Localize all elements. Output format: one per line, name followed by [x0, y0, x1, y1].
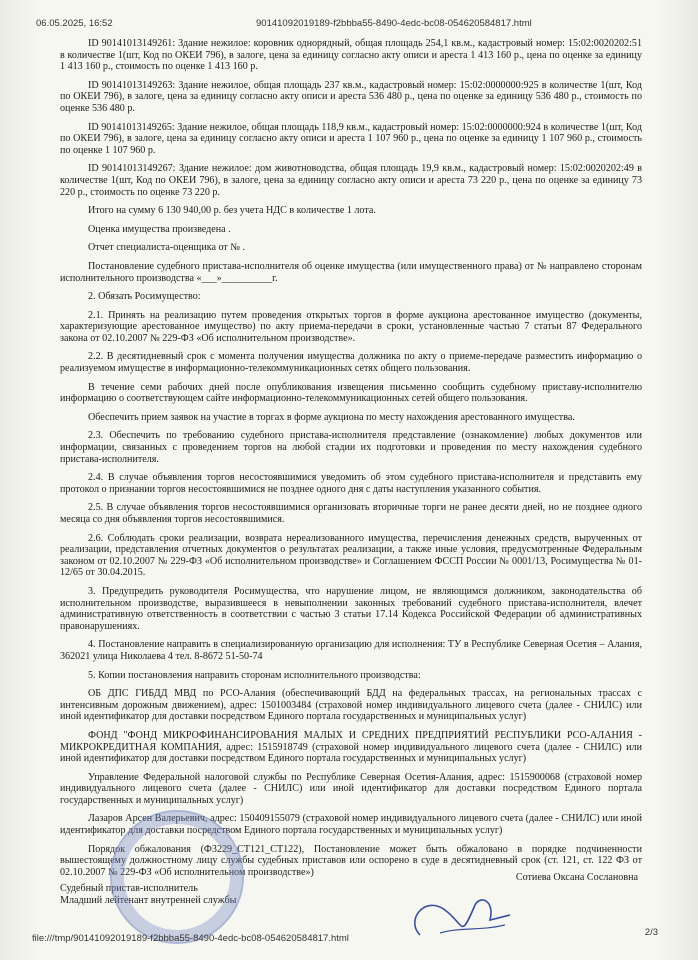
print-url: file:///tmp/90141092019189-f2bbba55-8490-4edc-bc08-054620584817.html — [32, 933, 349, 944]
paragraph-recipient-debtor: Лазаров Арсен Валерьевич, адрес: 150409155079 (страховой номер индивидуального лицевого счета (далее - СНИЛС) или иной идентификатор для доставки посредством Единого портала государственных и муниципальных услуг) — [60, 813, 642, 837]
paragraph-clause-2: 2. Обязать Росимущество: — [88, 291, 201, 303]
official-stamp — [110, 810, 244, 944]
paragraph-resolution: Постановление судебного пристава-исполнителя об оценке имущества (или имущественного права) от № направлено сторонам исполнительного производства «___»__________г. — [60, 260, 642, 284]
paragraph-item-1: ID 90141013149261: Здание нежилое: коровник однорядный, общая площадь 254,1 кв.м., кадастровый номер: 15:02:0020202:51 в количестве 1(шт, Код по ОКЕИ 796), в залоге, цена за единицу согласно акту описи и ареста 1 413 160 р., цена по оценке за единицу 1 413 160 р., стоимость по оценке 1 413 160 р. — [60, 38, 642, 73]
paragraph-item-3: ID 90141013149265: Здание нежилое, общая площадь 118,9 кв.м., кадастровый номер: 15:02:0000000:924 в количестве 1(шт, Код по ОКЕИ 796), в залоге, цена за единицу согласно акту описи и ареста 1 107 960 р., цена по оценке за единицу 1 107 960 р., стоимость по оценке 1 107 960 р. — [60, 121, 642, 156]
page-number: 2/3 — [644, 927, 658, 938]
paragraph-item-2: ID 90141013149263: Здание нежилое, общая площадь 237 кв.м., кадастровый номер: 15:02:0000000:925 в количестве 1(шт, Код по ОКЕИ 796), в залоге, цена за единицу согласно акту описи и ареста 536 480 р., цена по оценке за единицу 536 480 р., стоимость по оценке 536 480 р. — [60, 79, 642, 114]
paragraph-clause-2-6: 2.6. Соблюдать сроки реализации, возврата нереализованного имущества, перечисления денежных средств, вырученных от реализации, представления отчетных документов о результатах реализации, а также иные условия, предусмотренные Федеральным законом от 02.10.2007 № 229-ФЗ «Об исполнительном производстве» и Соглашением ФССП России № 0001/13, Росимущества № 01-12/65 от 30.04.2015. — [60, 532, 642, 579]
paragraph-clause-2-5: 2.5. В случае объявления торгов несостоявшимися организовать вторичные торги не ранее десяти дней, но не позднее одного месяца со дня объявления торгов несостоявшимися. — [60, 502, 642, 525]
handwritten-signature — [400, 885, 520, 945]
paragraph-item-4: ID 90141013149267: Здание нежилое: дом животноводства, общая площадь 19,9 кв.м., кадастровый номер: 15:02:0020202:49 в количестве 1(шт, Код по ОКЕИ 796), в залоге, цена за единицу согласно акту описи и ареста 73 220 р., цена по оценке за единицу 73 220 р., стоимость по оценке 73 220 р. — [60, 163, 642, 198]
print-filename: 90141092019189-f2bbba55-8490-4edc-bc08-054620584817.html — [256, 18, 532, 29]
paragraph-clause-2-3: 2.3. Обеспечить по требованию судебного пристава-исполнителя представление (ознакомление) любых документов или информации, связанных с проведением торгов на любой стадии их подготовки и проведения по месту нахождения судебного пристава-исполнителя. — [60, 430, 642, 465]
paragraph-recipient-tax: Управление Федеральной налоговой службы по Республике Северная Осетия-Алания, адрес: 1515900068 (страховой номер индивидуального лицевого счета (далее - СНИЛС) или иной идентификатор для доставки посредством Единого портала государственных и муниципальных услуг) — [60, 771, 642, 806]
paragraph-appeal: Порядок обжалования (Ф3229_СТ121_СТ122), Постановление может быть обжаловано в порядке подчиненности вышестоящему должностному лицу службы судебных приставов или оспорено в суде в десятидневный срок (ст. 121, ст. 122 ФЗ от 02.10.2007 № 229-ФЗ «Об исполнительном производстве») — [60, 843, 642, 878]
paragraph-applications: Обеспечить прием заявок на участие в торгах в форме аукциона по месту нахождения арестованного имущества. — [88, 411, 575, 423]
paragraph-clause-4: 4. Постановление направить в специализированную организацию для исполнения: ТУ в Республике Северная Осетия – Алания, 362021 улица Николаева 4 тел. 8-8672 51-50-74 — [60, 639, 642, 662]
paragraph-clause-2-2: 2.2. В десятидневный срок с момента получения имущества должника по акту о приеме-передаче разместить информацию о реализуемом имуществе в информационно-телекоммуникационных сетях общего пользования. — [60, 351, 642, 375]
document-body — [60, 38, 642, 907]
paragraph-recipient-fund: ФОНД "ФОНД МИКРОФИНАНСИРОВАНИЯ МАЛЫХ И СРЕДНИХ ПРЕДПРИЯТИЙ РЕСПУБЛИКИ РСО-АЛАНИЯ - МИКРОКРЕДИТНАЯ КОМПАНИЯ, адрес: 1515918749 (страховой номер индивидуального лицевого счета (далее - СНИЛС) или иной идентификатор для доставки посредством Единого портала государственных и муниципальных услуг) — [60, 729, 642, 765]
print-datetime: 06.05.2025, 16:52 — [36, 18, 113, 29]
signer-rank: Младший лейтенант внутренней службы — [60, 895, 237, 907]
signer-name: Сотиева Оксана Сослановна — [515, 872, 638, 884]
paragraph-report: Отчет специалиста-оценщика от № . — [88, 242, 246, 254]
paragraph-recipient-gibdd: ОБ ДПС ГИБДД МВД по РСО-Алания (обеспечивающий БДД на федеральных трассах, на региональных трассах с интенсивным дорожным движением), адрес: 1501003484 (страховой номер индивидуального лицевого счета (далее - СНИЛС) или иной идентификатор для доставки посредством Единого портала государственных и муниципальных услуг) — [60, 688, 642, 723]
paragraph-clause-2-4: 2.4. В случае объявления торгов несостоявшимися уведомить об этом судебного пристава-исполнителя и представить ему протокол о признании торгов несостоявшимися не позднее одного дня с даты наступления указанного события. — [60, 472, 642, 495]
paragraph-clause-2-1: 2.1. Принять на реализацию путем проведения открытых торгов в форме аукциона арестованное имущество (документы, характеризующие арестованное имущество) по акту приема-передачи в сроки, установленные частью 7 статьи 87 Федерального закона от 02.10.2007 № 229-ФЗ «Об исполнительном производстве». — [60, 309, 642, 344]
paragraph-clause-3: 3. Предупредить руководителя Росимущества, что нарушение лицом, не являющимся должником, законодательства об исполнительном производстве, выразившееся в невыполнении законных требований судебного пристава-исполнителя, влечет административную ответственность в соответствии с частью 3 статьи 17.14 Кодекса Российской Федерации об административных правонарушениях. — [60, 585, 642, 632]
paragraph-clause-5: 5. Копии постановления направить сторонам исполнительного производства: — [88, 669, 421, 681]
paragraph-seven-days: В течение семи рабочих дней после опубликования извещения письменно сообщить судебному приставу-исполнителю информацию о соответствующем сайте информационно-телекоммуникационных сетей общего пользования. — [60, 381, 642, 405]
paragraph-total: Итого на сумму 6 130 940,00 р. без учета НДС в количестве 1 лота. — [88, 205, 376, 217]
signer-position: Судебный пристав-исполнитель — [60, 883, 198, 895]
paragraph-valuation: Оценка имущества произведена . — [88, 223, 231, 235]
